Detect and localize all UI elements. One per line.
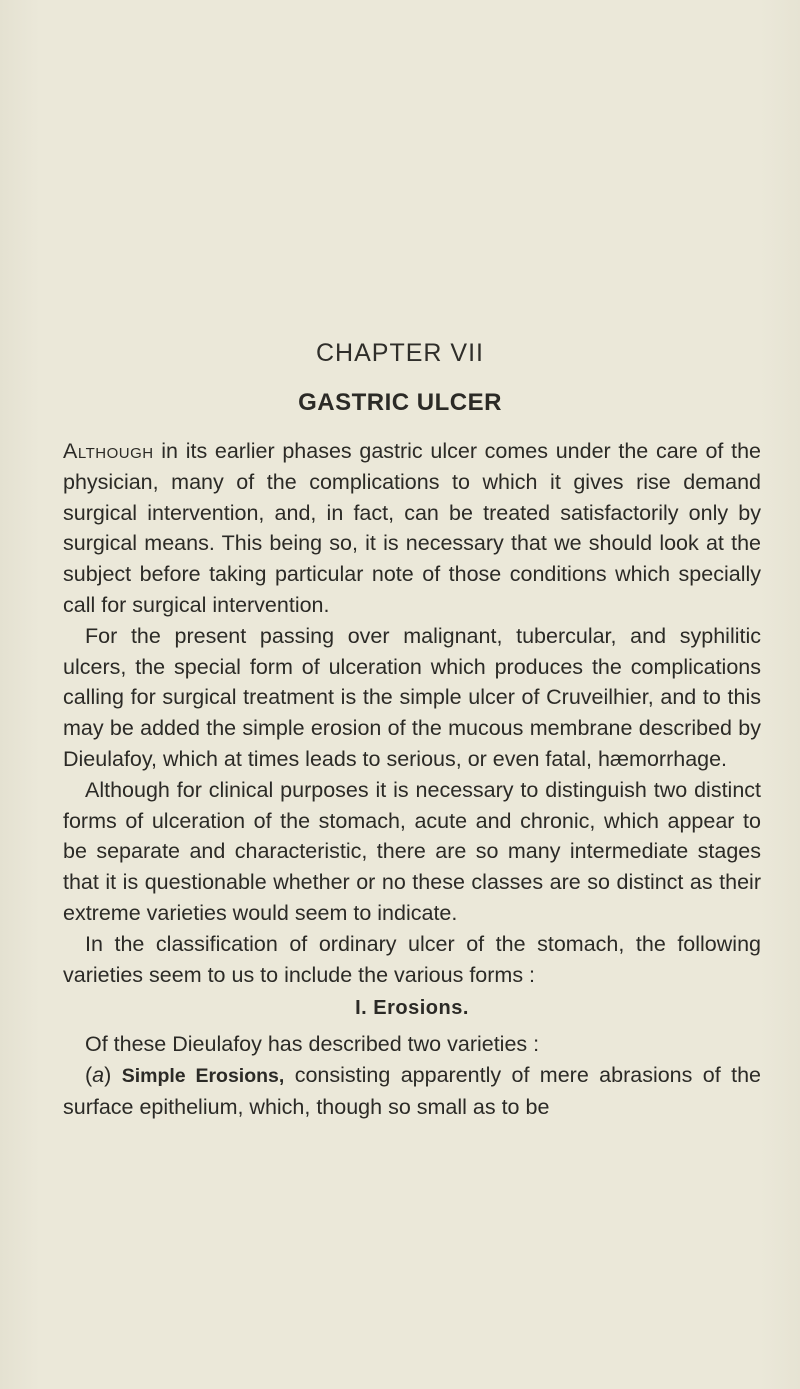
chapter-label: CHAPTER VII <box>316 339 484 367</box>
paragraph-6-term: Simple Erosions, <box>121 1064 285 1087</box>
paragraph-3: Although for clinical purposes it is necessary to distinguish two distinct forms of ulceration of the stomach, acute and chronic, which appear to be separate and characteristic, there are so many intermediate stages that it is questionable whether or no these classes are so distinct as their extreme varieties would seem to indicate. <box>63 777 761 925</box>
paragraph-1 <box>63 436 761 621</box>
body-text <box>63 436 761 1123</box>
paragraph-6-text: consisting apparently of mere abrasions of the surface epithelium, which, though so small as to be <box>63 1062 761 1119</box>
paragraph-6 <box>63 1060 761 1123</box>
paragraph-6-paren-open: ( <box>85 1062 93 1087</box>
paragraph-6-letter: a <box>92 1062 105 1087</box>
paragraph-1-text: in its earlier phases gastric ulcer comes under the care of the physician, many of the complications to which it gives rise demand surgical intervention, and, in fact, can be treated satisfactorily only by surgical means. This being so, it is necessary that we should look at the subject before taking particular note of those conditions which specially call for surgical intervention. <box>63 439 761 617</box>
paragraph-2: For the present passing over malignant, tubercular, and syphilitic ulcers, the special form of ulceration which produces the complications calling for surgical treatment is the simple ulcer of Cruveilhier, and to this may be added the simple erosion of the mucous membrane described by Dieulafoy, which at times leads to serious, or even fatal, hæmorrhage. <box>63 623 761 771</box>
paragraph-6-paren-close: ) <box>104 1062 122 1087</box>
paragraph-4: In the classification of ordinary ulcer of the stomach, the following varieties seem to us to include the various forms : <box>63 931 761 987</box>
paragraph-5: Of these Dieulafoy has described two varieties : <box>85 1032 540 1057</box>
paragraph-1-lead-word: Although <box>63 439 154 463</box>
chapter-title: GASTRIC ULCER <box>298 389 502 416</box>
section-heading-erosions: I. Erosions. <box>355 997 469 1020</box>
